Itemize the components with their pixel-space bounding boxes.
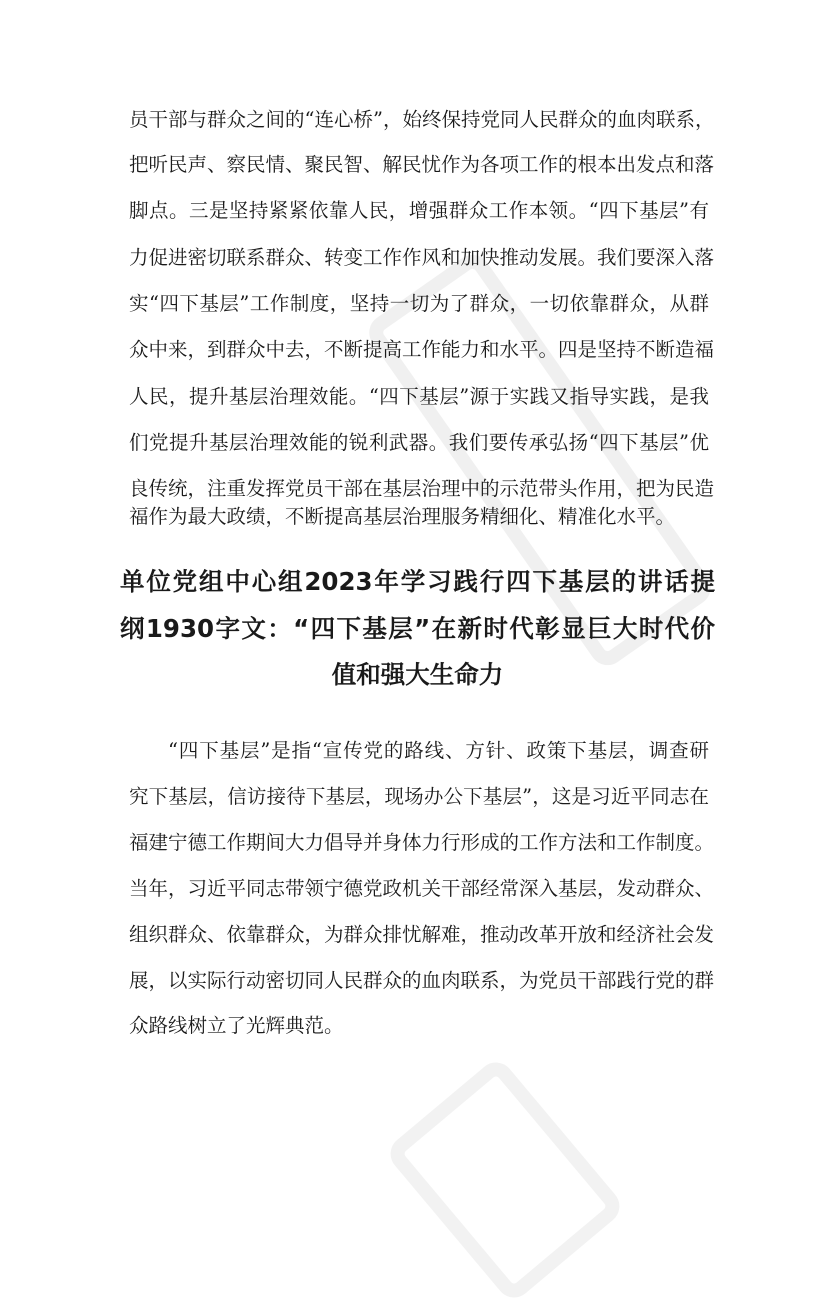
text-line: 良传统，注重发挥党员干部在基层治理中的示范带头作用，把为民造 (129, 477, 715, 500)
text-line-last: 福作为最大政绩，不断提高基层治理服务精细化、精准化水平。 (129, 505, 676, 528)
text-line: 人民，提升基层治理效能。“四下基层”源于实践又指导实践，是我 (129, 385, 709, 408)
text-line: “四下基层”是指“宣传党的路线、方针、政策下基层，调查研 (168, 739, 709, 762)
text-line: 究下基层，信访接待下基层，现场办公下基层”，这是习近平同志在 (129, 785, 709, 808)
text-line: 力促进密切联系群众、转变工作作风和加快推动发展。我们要深入落 (129, 246, 715, 269)
heading-line: 单位党组中心组2023年学习践行四下基层的讲话提 (120, 567, 715, 596)
text-line-last: 众路线树立了光辉典范。 (129, 1014, 344, 1037)
text-line: 员干部与群众之间的“连心桥”，始终保持党同人民群众的血肉联系， (129, 108, 715, 131)
text-line: 福建宁德工作期间大力倡导并身体力行形成的工作方法和工作制度。 (129, 831, 715, 854)
text-line: 把听民声、察民情、聚民智、解民忧作为各项工作的根本出发点和落 (129, 153, 715, 176)
watermark-mark (383, 1055, 626, 1305)
text-line: 们党提升基层治理效能的锐利武器。我们要传承弘扬“四下基层”优 (129, 431, 709, 454)
text-line: 组织群众、依靠群众，为群众排忧解难，推动改革开放和经济社会发 (129, 923, 715, 946)
text-line: 脚点。三是坚持紧紧依靠人民，增强群众工作本领。“四下基层”有 (129, 199, 709, 222)
text-line: 展，以实际行动密切同人民群众的血肉联系，为党员干部践行党的群 (129, 969, 715, 992)
heading-line: 纲1930字文：“四下基层”在新时代彰显巨大时代价 (120, 614, 715, 643)
heading-line: 值和强大生命力 (331, 660, 504, 689)
text-line: 实“四下基层”工作制度，坚持一切为了群众，一切依靠群众，从群 (129, 292, 709, 315)
text-line: 当年，习近平同志带领宁德党政机关干部经常深入基层，发动群众、 (129, 877, 715, 900)
text-line: 众中来，到群众中去，不断提高工作能力和水平。四是坚持不断造福 (129, 338, 715, 361)
